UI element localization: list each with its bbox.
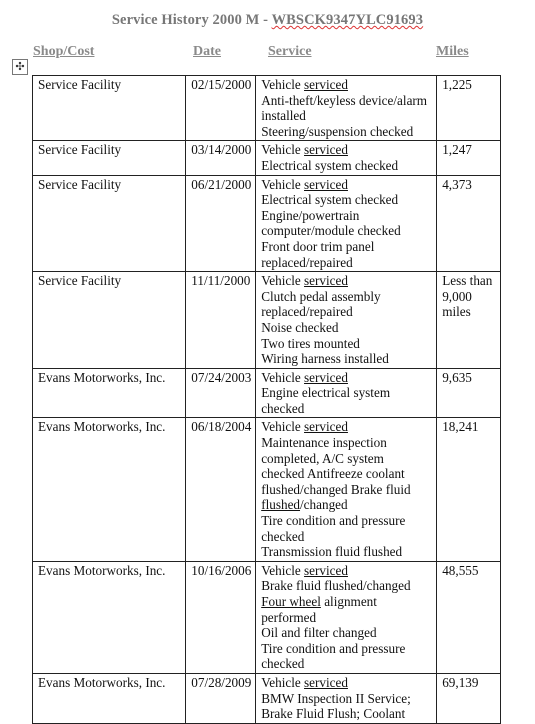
service-text: Vehicle: [261, 562, 305, 578]
service-line: [261, 158, 436, 174]
table-row: [33, 561, 501, 673]
service-text: Engine/powertrain: [261, 207, 360, 223]
service-text: Front door trim panel: [261, 238, 375, 254]
service-text: Electrical system checked: [261, 157, 399, 173]
service-line: [261, 706, 436, 722]
service-line: [261, 223, 436, 239]
service-line: [261, 656, 436, 672]
shop-cell: Evans Motorworks, Inc.: [33, 561, 186, 673]
service-line: [261, 385, 436, 401]
underlined-text: serviced: [304, 176, 348, 192]
underlined-text: serviced: [304, 369, 348, 385]
document-title: [0, 12, 535, 29]
date-cell: 03/14/2000: [186, 141, 256, 175]
service-line: [261, 320, 436, 336]
header-service: Service: [268, 44, 312, 59]
service-line: [261, 691, 436, 707]
miles-cell: 48,555: [437, 561, 501, 673]
miles-line: Less than: [442, 273, 493, 289]
shop-cell: Evans Motorworks, Inc.: [33, 368, 186, 418]
service-line: [261, 641, 436, 657]
table-row: [33, 175, 501, 272]
service-text: Maintenance inspection: [261, 435, 387, 451]
service-text: Vehicle: [261, 674, 305, 690]
service-cell: [256, 673, 437, 723]
service-line: [261, 336, 436, 352]
service-line: [261, 435, 436, 451]
miles-line: miles: [442, 304, 471, 320]
miles-line: 9,000: [442, 288, 472, 304]
service-line: [261, 108, 436, 124]
service-line: [261, 497, 436, 513]
miles-cell: 1,225: [437, 76, 501, 141]
service-text: Vehicle: [261, 77, 305, 92]
service-cell: [256, 76, 437, 141]
service-text: checked Antifreeze coolant: [261, 466, 405, 482]
service-line: [261, 610, 436, 626]
date-cell: 06/18/2004: [186, 418, 256, 561]
service-text: replaced/repaired: [261, 304, 353, 320]
move-handle-icon[interactable]: ✣: [12, 59, 28, 75]
table-row: [33, 673, 501, 723]
service-line: [261, 177, 436, 193]
service-text: alignment: [320, 594, 377, 609]
service-cell: [256, 561, 437, 673]
shop-cell: Service Facility: [33, 141, 186, 175]
service-cell: [256, 368, 437, 418]
miles-cell: [437, 272, 501, 369]
header-shop-cost: Shop/Cost: [33, 44, 95, 59]
date-cell: 07/24/2003: [186, 368, 256, 418]
service-line: [261, 482, 436, 498]
service-line: [261, 124, 436, 140]
service-text: Vehicle: [261, 176, 305, 192]
underlined-text: serviced: [304, 273, 348, 289]
service-text: Brake Fluid Flush; Coolant: [261, 706, 406, 722]
service-text: /changed: [300, 497, 348, 513]
underlined-text: Four wheel: [261, 594, 321, 609]
miles-cell: 1,247: [437, 141, 501, 175]
service-text: Noise checked: [261, 319, 339, 335]
service-line: [261, 594, 436, 610]
service-text: BMW Inspection II Service;: [261, 690, 411, 706]
service-text: Vehicle: [261, 419, 305, 435]
underlined-text: serviced: [304, 77, 348, 92]
service-cell: [256, 141, 437, 175]
service-line: [261, 255, 436, 271]
service-text: Tire condition and pressure: [261, 513, 406, 529]
vin-number: WBSCK9347YLC91693: [271, 12, 424, 28]
service-text: checked: [261, 400, 305, 416]
service-text: Two tires mounted: [261, 335, 360, 351]
service-cell: [256, 418, 437, 561]
header-date: Date: [193, 44, 221, 59]
underlined-text: serviced: [304, 142, 348, 158]
service-text: checked: [261, 656, 305, 672]
miles-cell: 18,241: [437, 418, 501, 561]
service-line: [261, 401, 436, 417]
miles-cell: 9,635: [437, 368, 501, 418]
header-miles: Miles: [436, 44, 469, 59]
underlined-text: flushed: [261, 497, 301, 513]
service-text: Transmission fluid flushed: [261, 544, 403, 560]
shop-cell: Evans Motorworks, Inc.: [33, 673, 186, 723]
service-text: Vehicle: [261, 369, 305, 385]
service-text: Clutch pedal assembly: [261, 288, 381, 304]
underlined-text: serviced: [304, 419, 348, 435]
service-line: [261, 529, 436, 545]
service-text: Vehicle: [261, 273, 305, 289]
miles-cell: 69,139: [437, 673, 501, 723]
service-text: Anti-theft/keyless device/alarm: [261, 92, 428, 108]
miles-cell: 4,373: [437, 175, 501, 272]
service-line: [261, 289, 436, 305]
service-text: computer/module checked: [261, 223, 401, 239]
service-line: [261, 563, 436, 579]
shop-cell: Evans Motorworks, Inc.: [33, 418, 186, 561]
service-text: Vehicle: [261, 142, 305, 158]
shop-cell: Service Facility: [33, 272, 186, 369]
date-cell: 10/16/2006: [186, 561, 256, 673]
service-text: installed: [261, 108, 306, 124]
service-text: Electrical system checked: [261, 192, 399, 208]
service-text: Brake fluid flushed/changed: [261, 578, 411, 594]
service-text: checked: [261, 528, 305, 544]
service-line: [261, 192, 436, 208]
service-text: performed: [261, 609, 317, 625]
service-line: [261, 513, 436, 529]
shop-cell: Service Facility: [33, 175, 186, 272]
service-line: [261, 419, 436, 435]
service-line: [261, 351, 436, 367]
shop-cell: Service Facility: [33, 76, 186, 141]
service-text: Oil and filter changed: [261, 625, 377, 641]
underlined-text: serviced: [304, 562, 348, 578]
service-cell: [256, 175, 437, 272]
service-line: [261, 208, 436, 224]
service-line: [261, 239, 436, 255]
title-prefix: Service History 2000 M -: [111, 12, 272, 28]
service-text: Steering/suspension checked: [261, 123, 414, 139]
table-row: [33, 368, 501, 418]
service-line: [261, 93, 436, 109]
service-line: [261, 466, 436, 482]
service-line: [261, 304, 436, 320]
service-history-table: [32, 75, 501, 724]
table-row: [33, 141, 501, 175]
service-line: [261, 370, 436, 386]
service-text: completed, A/C system: [261, 450, 384, 466]
service-line: [261, 625, 436, 641]
table-row: [33, 76, 501, 141]
date-cell: 02/15/2000: [186, 76, 256, 141]
table-row: [33, 272, 501, 369]
service-text: replaced/repaired: [261, 254, 353, 270]
service-line: [261, 675, 436, 691]
date-cell: 11/11/2000: [186, 272, 256, 369]
service-line: [261, 77, 436, 93]
date-cell: 07/28/2009: [186, 673, 256, 723]
service-line: [261, 273, 436, 289]
service-text: Tire condition and pressure: [261, 640, 406, 656]
service-cell: [256, 272, 437, 369]
service-text: Wiring harness installed: [261, 351, 389, 367]
service-line: [261, 142, 436, 158]
service-line: [261, 578, 436, 594]
service-line: [261, 451, 436, 467]
date-cell: 06/21/2000: [186, 175, 256, 272]
service-text: flushed/changed Brake fluid: [261, 481, 411, 497]
underlined-text: serviced: [304, 674, 348, 690]
service-text: Engine electrical system: [261, 385, 391, 401]
table-row: [33, 418, 501, 561]
service-line: [261, 544, 436, 560]
